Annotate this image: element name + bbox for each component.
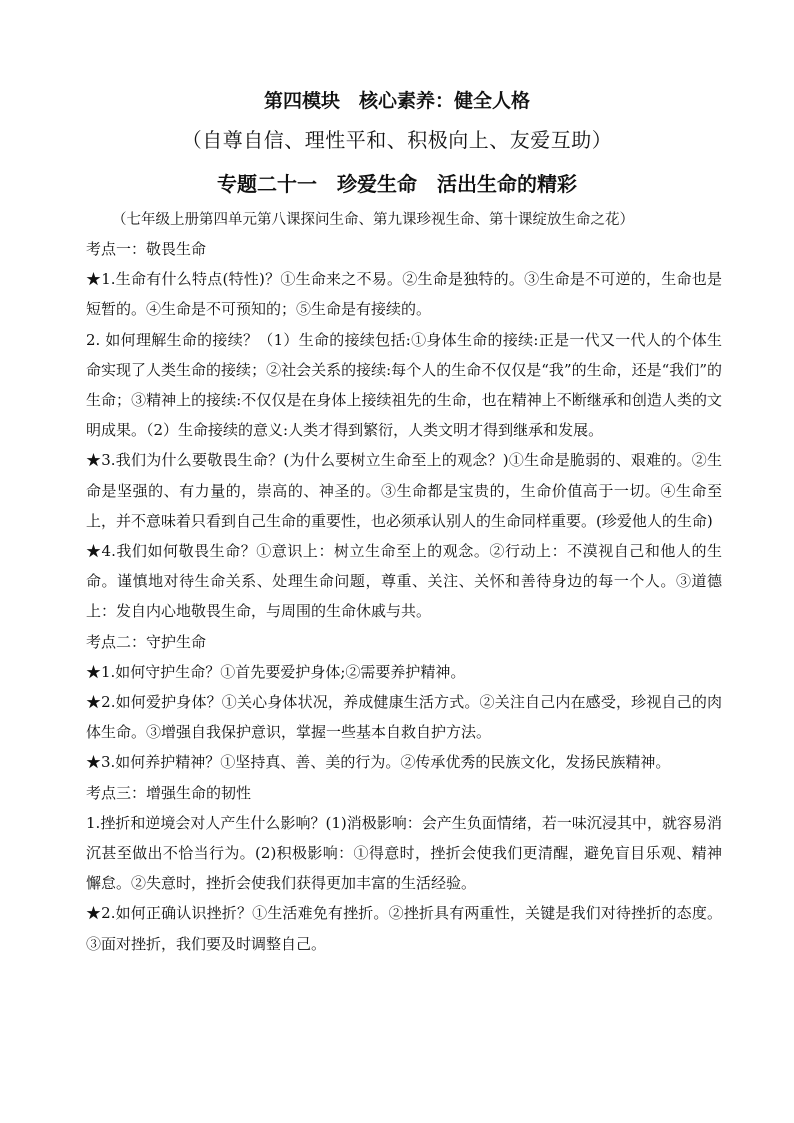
textbook-scope: （七年级上册第四单元第八课探问生命、第九课珍视生命、第十课绽放生命之花） (112, 212, 634, 228)
point-2-item-1: ★1.如何守护生命？①首先要爱护身体;②需要养护精神。 (86, 662, 466, 681)
point-2-heading: 考点二：守护生命 (86, 632, 207, 651)
point-1-item-3: ★3.我们为什么要敬畏生命？(为什么要树立生命至上的观念？)①生命是脆弱的、艰难的。②生命是坚强的、有力量的，崇高的、神圣的。③生命都是宝贵的，生命价值高于一切。④生命至上，并不意味着只看到自己生命的重要性，也必须承认别人的生命同样重要。(珍爱他人的生命) (86, 451, 722, 530)
point-3-heading: 考点三：增强生命的韧性 (86, 783, 252, 802)
point-1-item-2: 2. 如何理解生命的接续？（1）生命的接续包括:①身体生命的接续:正是一代又一代人的个体生命实现了人类生命的接续；②社会关系的接续:每个人的生命不仅仅是“我”的生命，还是“我们”的生命；③精神上的接续:不仅仅是在身体上接续祖先的生命，也在精神上不断继承和创造人类的文明成果。（2）生命接续的意义:人类才得到繁衍，人类文明才得到继承和发展。 (86, 330, 722, 440)
point-3-item-1: 1.挫折和逆境会对人产生什么影响？(1)消极影响：会产生负面情绪，若一味沉浸其中，就容易消沉甚至做出不恰当行为。(2)积极影响：①得意时，挫折会使我们更清醒，避免盲目乐观、精神懈怠。②失意时，挫折会使我们获得更加丰富的生活经验。 (86, 813, 722, 893)
content-body (86, 234, 722, 959)
point-2-item-3: ★3.如何养护精神？①坚持真、善、美的行为。②传承优秀的民族文化，发扬民族精神。 (86, 753, 671, 772)
point-1-heading: 考点一：敬畏生命 (86, 240, 207, 258)
point-2-item-2: ★2.如何爱护身体？①关心身体状况，养成健康生活方式。②关注自己内在感受，珍视自己的肉体生命。③增强自我保护意识，掌握一些基本自救自护方法。 (86, 693, 722, 742)
module-title: 第四模块 核心素养：健全人格 (263, 90, 530, 112)
topic-title: 专题二十一 珍爱生命 活出生命的精彩 (217, 172, 577, 196)
point-1-item-4: ★4.我们如何敬畏生命？①意识上：树立生命至上的观念。②行动上：不漠视自己和他人的生命。谨慎地对待生命关系、处理生命问题，尊重、关注、关怀和善待身边的每一个人。③道德上：发自内心地敬畏生命，与周围的生命休戚与共。 (86, 542, 722, 621)
literacy-subtitle: （自尊自信、理性平和、积极向上、友爱互助） (181, 128, 613, 152)
point-3-item-2: ★2.如何正确认识挫折？①生活难免有挫折。②挫折具有两重性，关键是我们对待挫折的态度。③面对挫折，我们要及时调整自己。 (86, 904, 722, 953)
point-1-item-1: ★1.生命有什么特点(特性)？①生命来之不易。②生命是独特的。③生命是不可逆的，生命也是短暂的。④生命是不可预知的；⑤生命是有接续的。 (86, 270, 722, 319)
